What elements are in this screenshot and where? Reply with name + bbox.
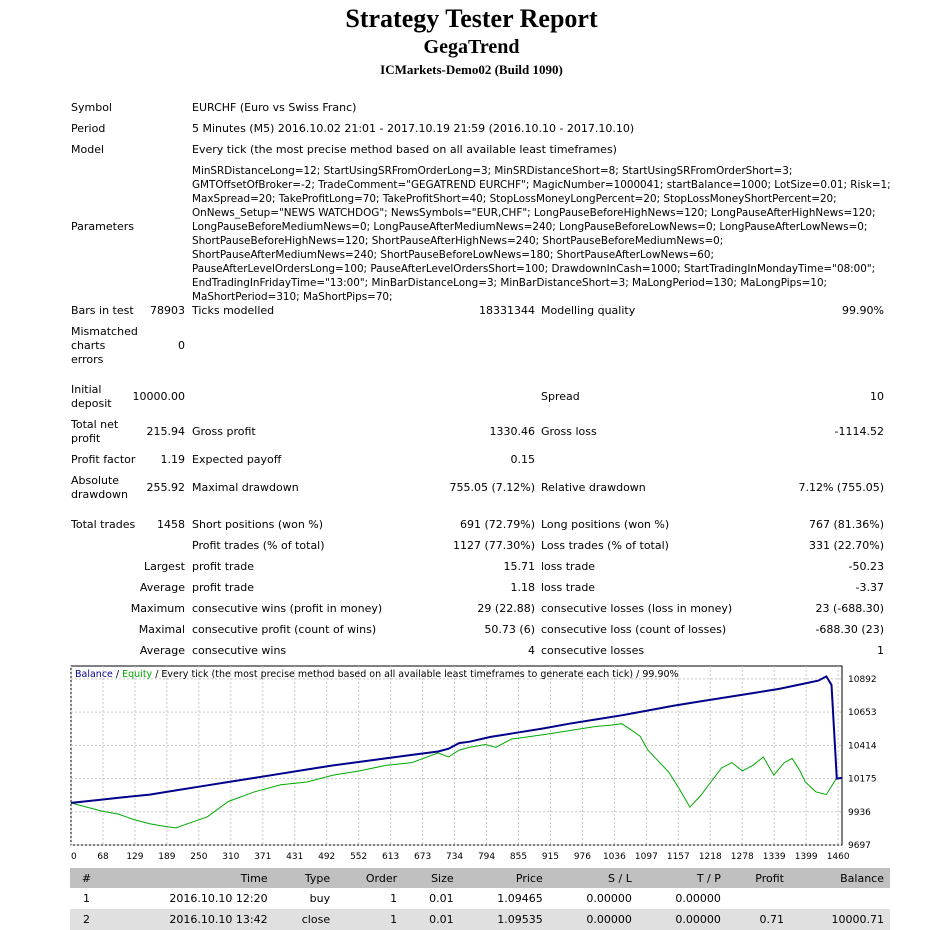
maximal-cons-loss-label: consecutive loss (count of losses) xyxy=(541,623,727,636)
gross-profit-label: Gross profit xyxy=(192,425,256,438)
x-tick-label: 976 xyxy=(573,852,592,862)
x-tick-label: 915 xyxy=(541,852,560,862)
average-profit-label: profit trade xyxy=(192,581,255,594)
mismatched-label: Mismatched charts errors xyxy=(71,325,138,366)
table-cell: 0.00000 xyxy=(638,888,727,909)
spread-value: 10 xyxy=(870,390,884,403)
ticks-value: 18331344 xyxy=(479,304,535,317)
rel-drawdown-label: Relative drawdown xyxy=(541,481,646,494)
table-cell: 2 xyxy=(70,909,103,930)
parameters-value: MinSRDistanceLong=12; StartUsingSRFromOrderLong=3; MinSRDistanceShort=8; StartUsingSRFromOrderShort=3; GMTOffsetOfBroker=-2; TradeComment="GEGATREND EURCHF"; MagicNumber=1000041; startBalance=1000; LotSize=0.01; Risk=1; MaxSpread=20; TakeProfitLong=70; TakeProfitShort=40; StopLossMoneyLongPercent=20; StopLossMoneyShortPercent=20; OnNews_Setup="NEWS WATCHDOG"; NewsSymbols="EUR,CHF"; LongPauseBeforeHighNews=120; LongPauseAfterHighNews=120; LongPauseBeforeMediumNews=0; LongPauseAfterMediumNews=240; LongPauseBeforeLowNews=0; LongPauseAfterLowNews=0; ShortPauseBeforeHighNews=120; ShortPauseAfterHighNews=240; ShortPauseBeforeMediumNews=0; ShortPauseAfterMediumNews=240; ShortPauseBeforeLowNews=180; ShortPauseAfterLowNews=60; PauseAfterLevelOrdersLong=100; PauseAfterLevelOrdersShort=100; DrawdownInCash=1000; StartTradingInMondayTime="08:00"; EndTradingInFridayTime="13:00"; MinBarDistanceLong=3; MinBarDistanceShort=3; MaLongPeriod=130; MaLongPips=10; MaShortPeriod=310; MaShortPips=70; xyxy=(192,165,891,303)
max-cons-losses-label: consecutive losses (loss in money) xyxy=(541,602,733,615)
x-tick-label: 673 xyxy=(414,852,432,862)
long-positions-value: 767 (81.36%) xyxy=(808,518,884,531)
deals-header-row xyxy=(70,868,890,888)
x-tick-label: 1036 xyxy=(602,852,626,862)
table-cell: 0.01 xyxy=(403,909,460,930)
max-cons-wins-label: consecutive wins (profit in money) xyxy=(192,602,383,615)
short-positions-label: Short positions (won %) xyxy=(192,518,324,531)
average-loss-label: loss trade xyxy=(541,581,596,594)
deals-col-header: Size xyxy=(403,868,460,888)
table-row xyxy=(70,888,890,909)
x-tick-label: 734 xyxy=(445,852,464,862)
y-tick-label: 9936 xyxy=(848,807,871,818)
loss-trades-label: Loss trades (% of total) xyxy=(541,539,669,552)
x-tick-label: 613 xyxy=(382,852,400,862)
deposit-label: Initial deposit xyxy=(71,383,112,410)
deals-col-header: Price xyxy=(460,868,549,888)
table-cell: 2016.10.10 13:42 xyxy=(103,909,274,930)
x-tick-label: 1218 xyxy=(698,852,722,862)
server-name: ICMarkets-Demo02 (Build 1090) xyxy=(380,62,563,77)
x-tick-label: 68 xyxy=(97,852,109,862)
total-trades-value: 1458 xyxy=(157,518,185,531)
x-tick-label: 1157 xyxy=(666,852,690,862)
max-drawdown-value: 755.05 (7.12%) xyxy=(449,481,535,494)
x-tick-label: 1339 xyxy=(762,852,786,862)
profit-trades-label: Profit trades (% of total) xyxy=(192,539,325,552)
x-tick-label: 794 xyxy=(477,852,496,862)
report-title: Strategy Tester Report xyxy=(345,4,598,33)
mismatched-value: 0 xyxy=(178,339,185,352)
deals-col-header: Time xyxy=(103,868,274,888)
legend-rest: / Every tick (the most precise method based on all available least timeframes to generate each tick) / 99.90% xyxy=(152,669,679,680)
chart-legend xyxy=(75,669,679,680)
ticks-label: Ticks modelled xyxy=(192,304,275,317)
balance-equity-chart xyxy=(70,665,890,863)
avg-cons-wins-value: 4 xyxy=(528,644,535,657)
x-tick-label: 431 xyxy=(286,852,304,862)
short-positions-value: 691 (72.79%) xyxy=(459,518,535,531)
table-cell xyxy=(727,888,790,909)
profit-factor-label: Profit factor xyxy=(71,453,136,466)
maximal-label: Maximal xyxy=(138,623,185,636)
average2-label: Average xyxy=(139,644,185,657)
table-cell: 0.01 xyxy=(403,888,460,909)
rel-drawdown-value: 7.12% (755.05) xyxy=(798,481,884,494)
table-cell: 0.00000 xyxy=(549,888,638,909)
largest-profit-value: 15.71 xyxy=(503,560,535,573)
table-cell: 10000.71 xyxy=(790,909,890,930)
quality-label: Modelling quality xyxy=(541,304,636,317)
x-tick-label: 492 xyxy=(318,852,336,862)
parameters-label: Parameters xyxy=(71,220,134,233)
plot-frame xyxy=(71,666,842,845)
y-tick-label: 10414 xyxy=(848,741,877,752)
table-cell: 0.00000 xyxy=(638,909,727,930)
profit-factor-value: 1.19 xyxy=(160,453,185,466)
deposit-value: 10000.00 xyxy=(132,390,185,403)
net-profit-label: Total net profit xyxy=(71,418,119,445)
bars-label: Bars in test xyxy=(71,304,134,317)
model-value: Every tick (the most precise method based on all available least timeframes) xyxy=(192,143,617,156)
largest-label: Largest xyxy=(144,560,185,573)
deals-col-header: T / P xyxy=(638,868,727,888)
table-cell: 0.71 xyxy=(727,909,790,930)
y-tick-label: 10653 xyxy=(848,708,877,719)
maximal-cons-profit-value: 50.73 (6) xyxy=(484,623,535,636)
long-positions-label: Long positions (won %) xyxy=(541,518,670,531)
gross-loss-value: -1114.52 xyxy=(834,425,884,438)
avg-cons-losses-label: consecutive losses xyxy=(541,644,645,657)
x-tick-label: 371 xyxy=(254,852,272,862)
expert-name: GegaTrend xyxy=(423,36,520,58)
gross-loss-label: Gross loss xyxy=(541,425,597,438)
legend-separator: / xyxy=(112,669,123,680)
largest-loss-label: loss trade xyxy=(541,560,596,573)
deals-col-header: # xyxy=(70,868,103,888)
table-cell xyxy=(790,888,890,909)
y-tick-label: 10892 xyxy=(848,674,877,685)
deals-table xyxy=(70,868,890,930)
table-cell: 1 xyxy=(336,909,403,930)
gross-profit-value: 1330.46 xyxy=(489,425,535,438)
legend-equity: Equity xyxy=(122,669,153,680)
avg-cons-wins-label: consecutive wins xyxy=(192,644,287,657)
total-trades-label: Total trades xyxy=(71,518,136,531)
x-tick-label: 1278 xyxy=(730,852,754,862)
model-label: Model xyxy=(71,143,105,156)
legend-balance: Balance xyxy=(75,669,113,680)
maximal-cons-profit-label: consecutive profit (count of wins) xyxy=(192,623,377,636)
deals-col-header: Profit xyxy=(727,868,790,888)
max-drawdown-label: Maximal drawdown xyxy=(192,481,299,494)
x-tick-label: 1097 xyxy=(634,852,658,862)
profit-trades-value: 1127 (77.30%) xyxy=(452,539,535,552)
symbol-value: EURCHF (Euro vs Swiss Franc) xyxy=(192,101,357,114)
x-tick-label: 0 xyxy=(71,852,77,862)
bars-value: 78903 xyxy=(150,304,185,317)
abs-drawdown-value: 255.92 xyxy=(146,481,185,494)
period-value: 5 Minutes (M5) 2016.10.02 21:01 - 2017.10.19 21:59 (2016.10.10 - 2017.10.10) xyxy=(192,122,635,135)
maximal-cons-loss-value: -688.30 (23) xyxy=(815,623,884,636)
abs-drawdown-label: Absolute drawdown xyxy=(71,474,128,501)
table-cell: 1.09535 xyxy=(460,909,549,930)
x-tick-label: 552 xyxy=(350,852,368,862)
table-cell: 1.09465 xyxy=(460,888,549,909)
expected-payoff-label: Expected payoff xyxy=(192,453,282,466)
x-tick-label: 1460 xyxy=(826,852,850,862)
x-tick-label: 310 xyxy=(222,852,240,862)
spread-label: Spread xyxy=(541,390,580,403)
table-cell: 2016.10.10 12:20 xyxy=(103,888,274,909)
average-loss-value: -3.37 xyxy=(855,581,884,594)
y-tick-label: 10175 xyxy=(848,774,877,785)
avg-cons-losses-value: 1 xyxy=(877,644,884,657)
quality-value: 99.90% xyxy=(842,304,884,317)
maximum-label: Maximum xyxy=(130,602,185,615)
table-row xyxy=(70,909,890,930)
largest-loss-value: -50.23 xyxy=(848,560,884,573)
expected-payoff-value: 0.15 xyxy=(510,453,535,466)
chart-svg xyxy=(70,665,890,863)
net-profit-value: 215.94 xyxy=(146,425,185,438)
deals-col-header: Balance xyxy=(790,868,890,888)
x-tick-label: 1399 xyxy=(794,852,818,862)
largest-profit-label: profit trade xyxy=(192,560,255,573)
x-tick-label: 129 xyxy=(126,852,144,862)
x-tick-label: 250 xyxy=(190,852,208,862)
x-tick-label: 855 xyxy=(509,852,528,862)
average-profit-value: 1.18 xyxy=(510,581,535,594)
period-label: Period xyxy=(71,122,106,135)
table-cell: buy xyxy=(274,888,337,909)
deals-col-header: Order xyxy=(336,868,403,888)
table-cell: 0.00000 xyxy=(549,909,638,930)
loss-trades-value: 331 (22.70%) xyxy=(808,539,884,552)
average-label: Average xyxy=(139,581,185,594)
symbol-label: Symbol xyxy=(71,101,112,114)
table-cell: 1 xyxy=(336,888,403,909)
deals-col-header: Type xyxy=(274,868,337,888)
max-cons-losses-value: 23 (-688.30) xyxy=(815,602,884,615)
table-cell: 1 xyxy=(70,888,103,909)
max-cons-wins-value: 29 (22.88) xyxy=(477,602,535,615)
x-tick-label: 189 xyxy=(158,852,176,862)
table-cell: close xyxy=(274,909,337,930)
y-tick-label: 9697 xyxy=(848,841,871,851)
deals-col-header: S / L xyxy=(549,868,638,888)
